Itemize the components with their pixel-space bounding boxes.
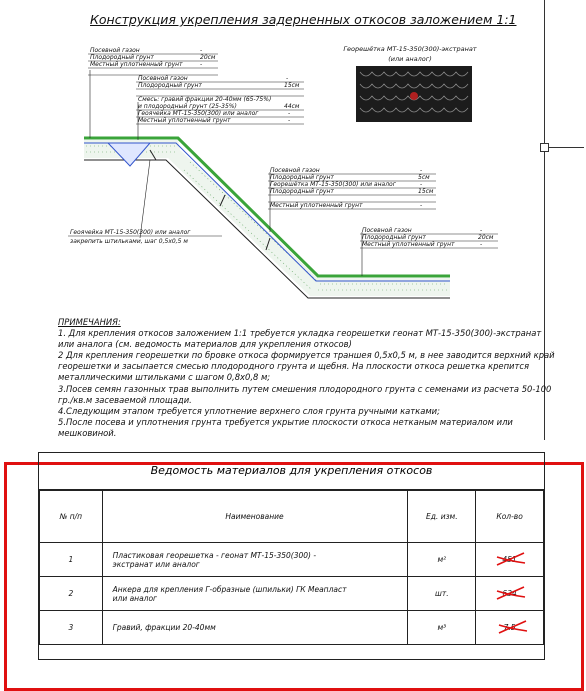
geonet-photo xyxy=(356,66,472,122)
row-name xyxy=(102,611,408,645)
bottom-legend-value-3: - xyxy=(480,241,483,248)
slope-legend-label-1: Посевной газон xyxy=(138,75,188,82)
note-item-5: 5.После посева и уплотнения грунта требуется укрытие плоскости откоса нетканым материалом или мешковиной. xyxy=(58,416,513,438)
mid-legend-label-3: Георешётка МТ-15-350(300) или аналог xyxy=(270,181,396,188)
mid-legend-value-3: - xyxy=(420,181,423,188)
row-qty-value: 634 xyxy=(502,589,517,598)
row-num: 2 xyxy=(40,577,103,611)
table-title: Ведомость материалов для укрепления откосов xyxy=(39,453,544,490)
materials-grid xyxy=(39,490,544,645)
table-row xyxy=(40,577,544,611)
slope-legend-value-4: 44см xyxy=(284,103,300,110)
mid-legend-value-1: - xyxy=(420,167,423,174)
note-item-3: 3.Посев семян газонных трав выполнить путем смешения плодородного грунта с семенами из расчета 50-100 гр./кв.м засеваемой площади. xyxy=(58,383,552,405)
bottom-legend xyxy=(360,227,498,248)
geonet-caption xyxy=(340,44,480,64)
geonet-caption-line-2: (или аналог) xyxy=(388,55,432,63)
anchor-note-line-1: Геоячейка МТ-15-350(300) или аналог xyxy=(70,229,191,236)
mid-legend-label-2: Плодородный грунт xyxy=(270,174,334,181)
slope-legend-value-2: 15см xyxy=(284,82,300,89)
mid-legend-value-2: 5см xyxy=(418,174,430,181)
mid-legend-value-5: - xyxy=(420,202,423,209)
bottom-legend-value-1: - xyxy=(480,227,483,234)
row-name xyxy=(102,543,408,577)
slope-section-drawing xyxy=(0,0,586,320)
header-qty: Кол-во xyxy=(476,491,544,543)
row-name-line-2: или аналог xyxy=(112,593,158,603)
row-num: 1 xyxy=(40,543,103,577)
row-name-line-1: Гравий, фракции 20-40мм xyxy=(112,623,216,632)
note-item-2: 2 Для крепления георешетки по бровке откоса формируется траншея 0,5х0,5 м, в нее заводится верхний край георешетки и засыпается смесью плодородного грунта и щебня. На плоскости откоса решетка крепится металлическими штильками с шагом 0,8х0,8 м; xyxy=(58,350,555,383)
materials-table xyxy=(38,452,545,660)
drawing-title: Конструкция укрепления задерненных откосов заложением 1:1 xyxy=(90,12,517,27)
row-name-line-2: экстранат или аналог xyxy=(112,559,200,569)
row-name xyxy=(102,577,408,611)
top-legend-label-3: Местный уплотненный грунт xyxy=(90,61,183,68)
row-qty xyxy=(502,555,516,564)
slope-legend-label-4: и плодородный грунт (25-35%) xyxy=(138,103,237,110)
mid-legend-label-5: Местный уплотненный грунт xyxy=(270,202,363,209)
anchor-note-line-2: закрепить штильками, шаг 0,5х0,5 м xyxy=(70,238,188,245)
note-item-4: 4.Следующим этапом требуется уплотнение верхнего слоя грунта ручными катками; xyxy=(58,405,440,416)
row-qty-value: 451 xyxy=(502,555,517,564)
slope-legend xyxy=(136,75,304,124)
slope-legend-label-6: Местный уплотненный грунт xyxy=(138,117,231,124)
strike-mark xyxy=(494,549,528,569)
row-name-line-1: Пластиковая георешетка - геонат МТ-15-350(300) - xyxy=(112,550,317,560)
notes-block xyxy=(58,317,558,439)
mid-legend-value-4: 15см xyxy=(418,188,434,195)
top-legend-value-2: 20см xyxy=(200,54,216,61)
row-name-line-1: Анкера для крепления Г-образные (шпильки) ГК Меапласт xyxy=(112,584,347,594)
slope-legend-value-5: - xyxy=(288,110,291,117)
slope-legend-label-2: Плодородный грунт xyxy=(138,82,202,89)
notes-heading: ПРИМЕЧАНИЯ: xyxy=(58,317,121,327)
geonet-caption-line-1: Георешётка МТ-15-350(300)-экстранат xyxy=(343,45,477,53)
note-item-1: 1. Для крепления откосов заложением 1:1 требуется укладка георешетки геонат МТ-15-350(300)-экстранат или аналога (см. ведомость материалов для укрепления откосов) xyxy=(58,328,542,350)
row-qty xyxy=(504,623,516,632)
mid-legend xyxy=(268,167,436,209)
top-legend xyxy=(88,47,218,75)
slope-legend-label-5: Геоячейка МТ-15-350(300) или аналог xyxy=(138,110,259,117)
row-qty-cell xyxy=(476,577,544,611)
table-row xyxy=(40,611,544,645)
top-legend-value-1: - xyxy=(200,47,203,54)
row-unit: шт. xyxy=(408,577,476,611)
slope-profile xyxy=(84,138,450,298)
bottom-legend-label-1: Посевной газон xyxy=(362,227,412,234)
row-unit: м³ xyxy=(408,611,476,645)
header-unit: Ед. изм. xyxy=(408,491,476,543)
slope-legend-value-6: - xyxy=(288,117,291,124)
top-legend-label-1: Посевной газон xyxy=(90,47,140,54)
table-header-row xyxy=(40,491,544,543)
row-qty xyxy=(502,589,516,598)
mid-legend-label-4: Плодородный грунт xyxy=(270,188,334,195)
row-qty-cell xyxy=(476,543,544,577)
bottom-legend-label-3: Местный уплотненный грунт xyxy=(362,241,455,248)
row-qty-cell xyxy=(476,611,544,645)
strike-mark xyxy=(496,617,530,637)
bottom-legend-value-2: 20см xyxy=(478,234,494,241)
mid-legend-label-1: Посевной газон xyxy=(270,167,320,174)
row-qty-value: 7.5 xyxy=(503,623,516,632)
row-unit: м² xyxy=(408,543,476,577)
top-legend-value-3: - xyxy=(200,61,203,68)
row-num: 3 xyxy=(40,611,103,645)
header-name: Наименование xyxy=(102,491,408,543)
slope-legend-label-3: Смесь: гравий фракции 20-40мм (65-75%) xyxy=(138,96,272,103)
strike-mark xyxy=(494,583,528,603)
bottom-legend-label-2: Плодородный грунт xyxy=(362,234,426,241)
anchor-note xyxy=(68,229,222,245)
slope-legend-value-1: - xyxy=(286,75,289,82)
table-row xyxy=(40,543,544,577)
header-num: № п/п xyxy=(40,491,103,543)
top-legend-label-2: Плодородный грунт xyxy=(90,54,154,61)
